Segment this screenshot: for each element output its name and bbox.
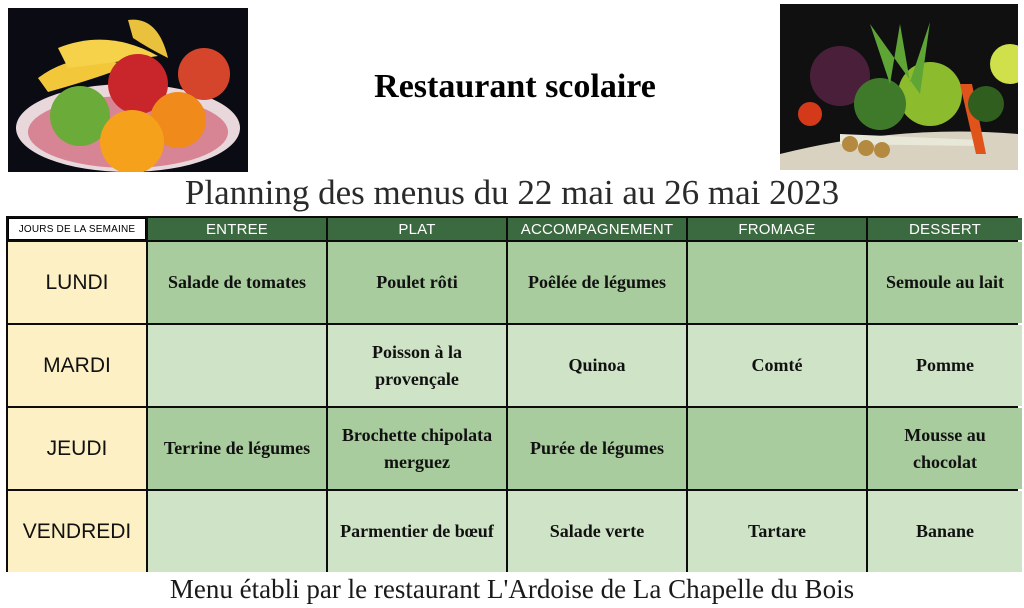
menu-cell: Poulet rôti: [328, 242, 506, 323]
fruit-bowl-photo: [8, 8, 248, 172]
day-label-vendredi: VENDREDI: [8, 491, 146, 572]
column-header-dessert: DESSERT: [868, 218, 1022, 240]
menu-cell: Parmentier de bœuf: [328, 491, 506, 572]
menu-cell: Pomme: [868, 325, 1022, 406]
footer-credit: Menu établi par le restaurant L'Ardoise de La Chapelle du Bois: [169, 574, 855, 604]
menu-cell: Brochette chipolata merguez: [328, 408, 506, 489]
menu-period-subtitle: Planning des menus du 22 mai au 26 mai 2023: [184, 173, 840, 212]
corner-header: JOURS DE LA SEMAINE: [8, 218, 146, 240]
column-header-accompagnement: ACCOMPAGNEMENT: [508, 218, 686, 240]
menu-cell: Semoule au lait: [868, 242, 1022, 323]
menu-cell: Salade de tomates: [148, 242, 326, 323]
menu-cell: Poisson à la provençale: [328, 325, 506, 406]
menu-cell: Terrine de légumes: [148, 408, 326, 489]
menu-cell: Tartare: [688, 491, 866, 572]
day-label-mardi: MARDI: [8, 325, 146, 406]
vegetables-photo: [780, 4, 1018, 170]
menu-cell: [148, 325, 326, 406]
menu-cell: Quinoa: [508, 325, 686, 406]
menu-cell: Purée de légumes: [508, 408, 686, 489]
menu-cell: Comté: [688, 325, 866, 406]
menu-table: [6, 216, 1018, 572]
menu-cell: Mousse au chocolat: [868, 408, 1022, 489]
day-label-lundi: LUNDI: [8, 242, 146, 323]
menu-cell: Banane: [868, 491, 1022, 572]
menu-cell: Salade verte: [508, 491, 686, 572]
menu-cell: [688, 408, 866, 489]
column-header-entree: ENTREE: [148, 218, 326, 240]
menu-cell: [148, 491, 326, 572]
menu-cell: [688, 242, 866, 323]
menu-cell: Poêlée de légumes: [508, 242, 686, 323]
column-header-fromage: FROMAGE: [688, 218, 866, 240]
column-header-plat: PLAT: [328, 218, 506, 240]
day-label-jeudi: JEUDI: [8, 408, 146, 489]
page-title: Restaurant scolaire: [374, 68, 656, 105]
